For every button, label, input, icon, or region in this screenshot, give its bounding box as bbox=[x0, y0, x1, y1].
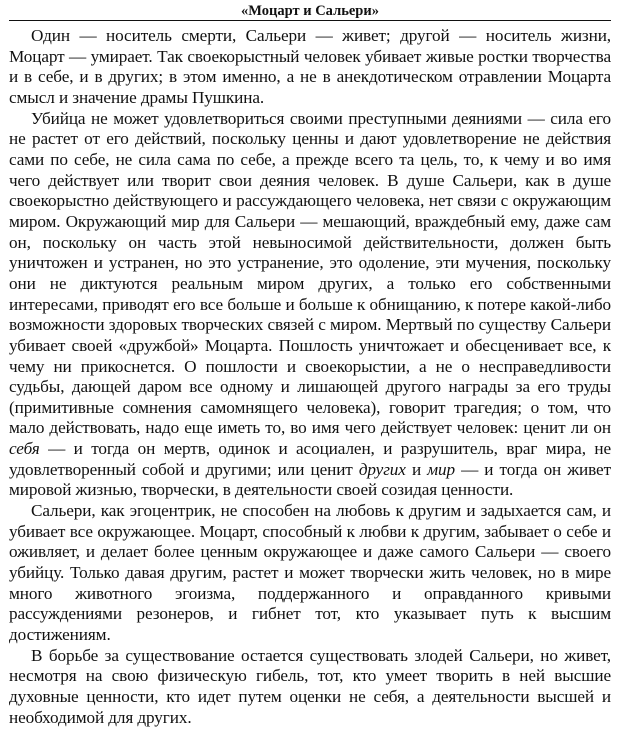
paragraph-1: Один — носитель смерти, Сальери — живет; другой — носитель жизни, Моцарт — умирает. Так своекорыстный человек убивает живые ростки творчества и в себе, и в других; в этом именно, а не в анекдотическом отравлении Моцарта смысл и значение драмы Пушкина. bbox=[9, 26, 611, 107]
paragraph-2-text-c: и bbox=[405, 459, 428, 479]
paragraph-4: В борьбе за существование остается существовать злодей Сальери, но живет, несмотря на свою физическую гибель, тот, кто умеет творить в ней высшие духовные ценности, кто идет путем оценки не себя, а деятельности высшей и необходимой для других. bbox=[9, 645, 611, 727]
paragraph-2 bbox=[9, 109, 611, 501]
italic-world: мир bbox=[427, 459, 456, 479]
paragraph-2-text-b: — и тогда он мертв, одинок и асоциален, и разрушитель, враг мира, не удовлетворенный собой и другими; или ценит bbox=[9, 439, 611, 479]
book-page bbox=[9, 0, 611, 738]
body-text bbox=[9, 26, 611, 728]
paragraph-3: Сальери, как эгоцентрик, не способен на любовь к другим и задыхается сам, и убивает все окружающее. Моцарт, способный к любви к другим, забывает о себе и оживляет, и делает более ценным окружающее и даже самого Сальери — своего убийцу. Только давая другим, растет и может творчески жить человек, но в мире много животного эгоизма, поддержанного и оправданного кривыми рассуждениями резонеров, и гибнет тот, кто указывает путь к высшим достижениям. bbox=[9, 501, 611, 645]
paragraph-2-text-a: Убийца не может удовлетвориться своими преступными деяниями — сила его не растет от его действий, поскольку ценны и дают удовлетворение не действия сами по себе, не сила сама по себе, а прежде всего та цель, то, к чему и во имя чего действует или творит свои деяния человек. В душе Сальери, как в душе своекорыстно действующего и рассуждающего человека, нет связи с окружающим миром. Окружающий мир для Сальери — мешающий, враждебный ему, даже сам он, поскольку он часть этой невыносимой действительности, должен быть уничтожен и устранен, но это устранение, это одоление, эти мучения, поскольку они не диктуются реальным миром других, а только его собственными интересами, приводят его все больше и больше к обнищанию, к потере какой-либо возможности здоровых творческих связей с миром. Мертвый по существу Сальери убивает своей «дружбой» Моцарта. Пошлость уничтожает и обесценивает все, к чему ни прикоснется. О пошлости и своекорыстии, а не о несправедливости судьбы, дающей даром все одному и лишающей другого награды за его труды (примитивные сомнения самомнящего человека), говорит трагедия; о том, что мало действовать, надо еще иметь то, во имя чего действует человек: ценит ли он bbox=[9, 108, 611, 438]
italic-others: других bbox=[358, 459, 406, 479]
italic-self: себя bbox=[9, 439, 40, 459]
paragraph-2-text-d: — и тогда он живет мировой жизнью, творчески, в деятельности своей созидая ценности. bbox=[9, 459, 611, 500]
running-header: «Моцарт и Сальери» bbox=[9, 2, 611, 21]
